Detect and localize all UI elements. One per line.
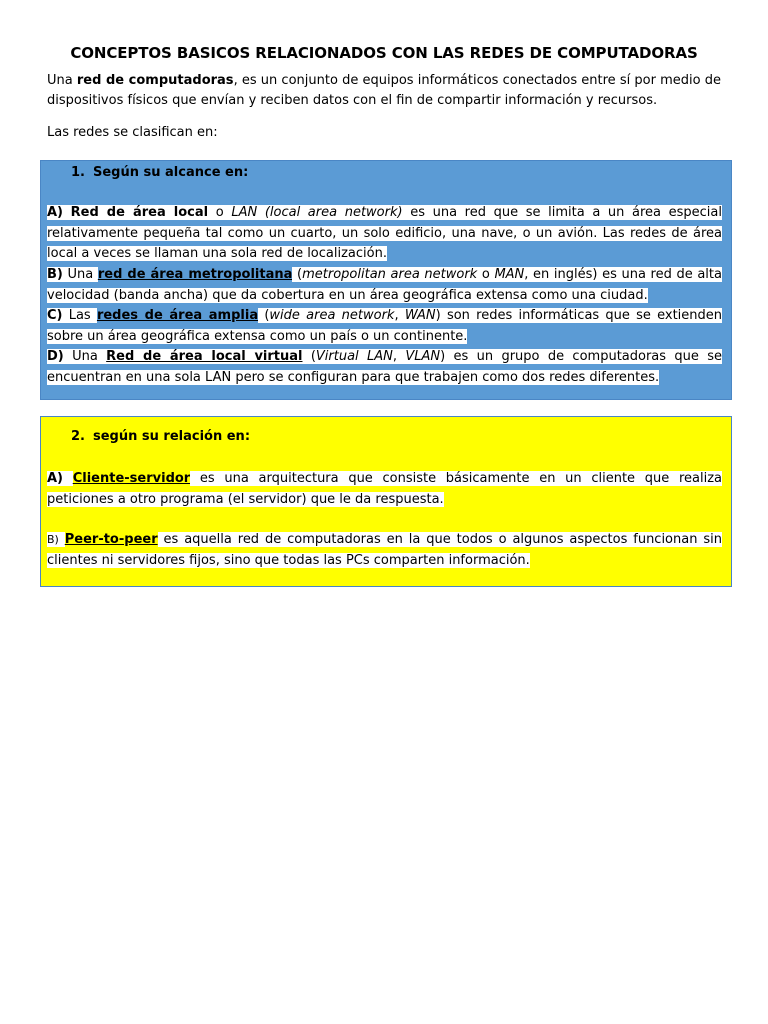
section-relacion-heading: 2. según su relación en: (71, 429, 251, 444)
vlan-letter: D) (47, 349, 64, 364)
client-server-definition: A) Cliente-servidor es una arquitectura que consiste básicamente en un cliente que realiza peticiones a otro programa (el servidor) que le da respuesta. (47, 471, 722, 507)
client-server-term: Cliente-servidor (72, 471, 191, 486)
wan-letter: C) (47, 308, 63, 323)
section-alcance-heading: 1. Según su alcance en: (71, 165, 249, 180)
man-letter: B) (47, 267, 63, 282)
client-server-letter: A) (47, 471, 64, 486)
classify-text: Las redes se clasifican en: (47, 125, 218, 140)
man-term: red de área metropolitana (97, 267, 293, 282)
wan-definition: C) Las redes de área amplia (wide area network, WAN) son redes informáticas que se extienden sobre un área geográfica extensa como un país o un continente. (47, 308, 723, 344)
intro-paragraph: Una red de computadoras, es un conjunto de equipos informáticos conectados entre sí por medio de dispositivos físicos que envían y reciben datos con el fin de compartir información y recursos. (47, 73, 721, 108)
document-title: CONCEPTOS BASICOS RELACIONADOS CON LAS REDES DE COMPUTADORAS (70, 44, 698, 62)
section-alcance (40, 160, 732, 400)
lan-letter: A) (47, 205, 64, 220)
vlan-definition: D) Una Red de área local virtual (Virtual LAN, VLAN) es un grupo de computadoras que se encuentran en una sola LAN pero se configuran para que trabajen como dos redes diferentes. (47, 349, 722, 385)
lan-definition: A) Red de área local o LAN (local area network) es una red que se limita a un área especial relativamente pequeña tal como un cuarto, un solo edificio, una nave, o un avión. Las redes de área local a veces se llaman una sola red de localización. (47, 205, 723, 261)
p2p-letter: B) (47, 533, 59, 546)
intro-term: red de computadoras (76, 73, 234, 88)
lan-abbr: LAN (local area network) (231, 205, 403, 220)
man-definition: B) Una red de área metropolitana (metropolitan area network o MAN, en inglés) es una red de alta velocidad (banda ancha) que da cobertura en un área geográfica extensa como una ciudad. (47, 267, 722, 303)
vlan-term: Red de área local virtual (106, 349, 303, 364)
p2p-term: Peer-to-peer (64, 532, 158, 547)
wan-term: redes de área amplia (96, 308, 259, 323)
lan-term: Red de área local (70, 205, 209, 220)
section-relacion (40, 416, 732, 587)
p2p-definition: B) Peer-to-peer es aquella red de computadoras en la que todos o algunos aspectos funcionan sin clientes ni servidores fijos, sino que todas las PCs comparten información. (47, 532, 722, 568)
